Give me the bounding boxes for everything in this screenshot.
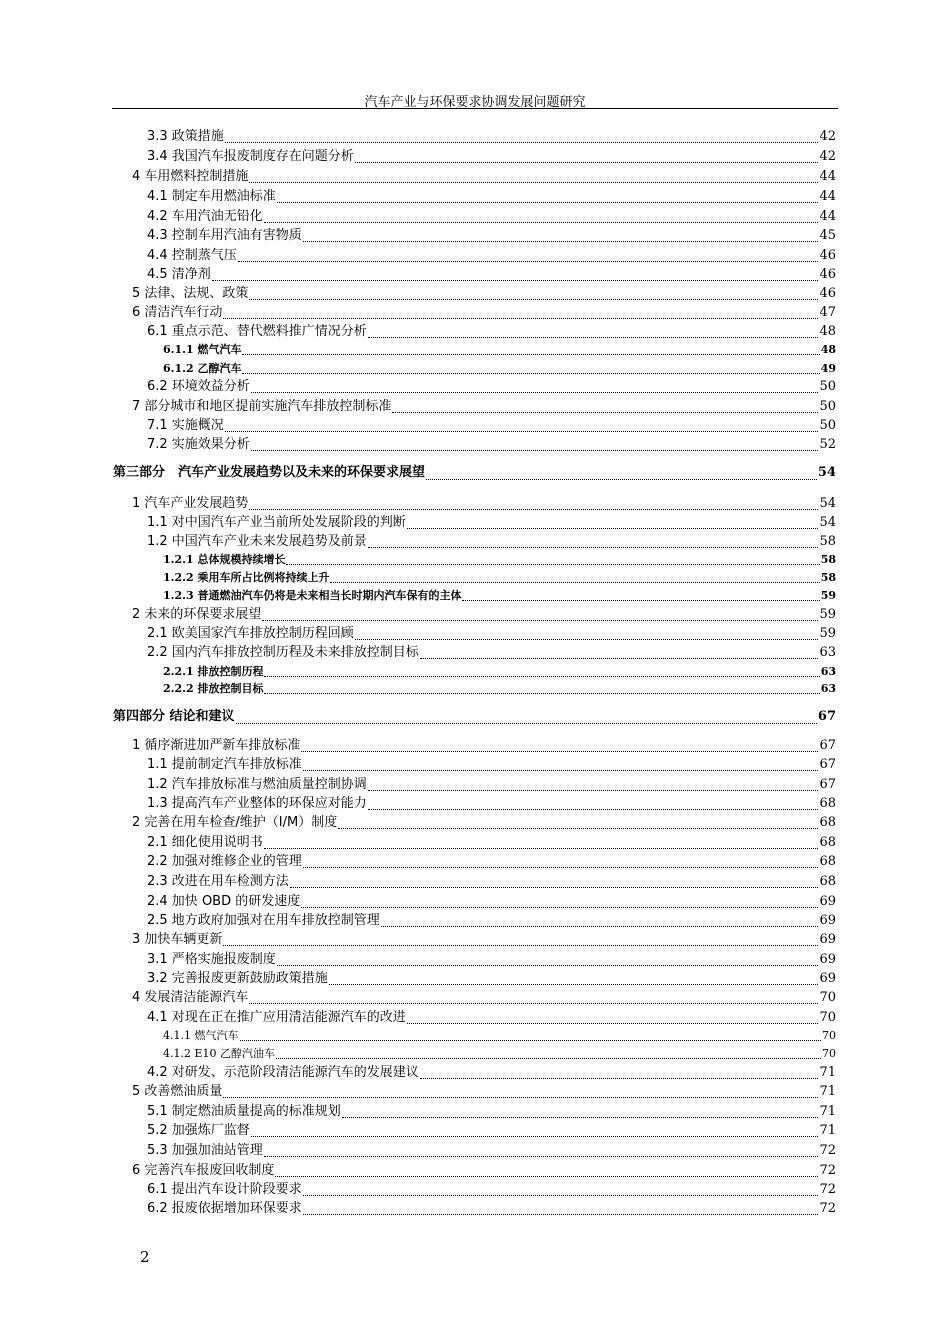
toc-entry-page: 69 (819, 894, 836, 909)
toc-entry[interactable] (147, 853, 836, 871)
toc-entry[interactable] (147, 1142, 836, 1160)
toc-entry-title: 7.2 实施效果分析 (147, 437, 250, 452)
toc-entry-page: 59 (820, 589, 836, 602)
toc-entry-page: 58 (820, 571, 836, 584)
toc-entry-page: 71 (819, 1104, 836, 1119)
toc-entry-title: 5.2 加强炼厂监督 (147, 1123, 250, 1138)
toc-entry-title: 3.1 严格实施报废制度 (147, 952, 276, 967)
toc-entry-page: 54 (819, 496, 836, 511)
toc-entry-page: 45 (819, 228, 836, 243)
toc-entry-page: 72 (819, 1163, 836, 1178)
toc-entry-title: 2 未来的环保要求展望 (132, 607, 262, 622)
toc-entry[interactable] (163, 1046, 836, 1062)
toc-entry[interactable] (163, 570, 836, 586)
toc-entry[interactable] (147, 951, 836, 969)
toc-dot-leader (407, 528, 819, 529)
toc-entry-title: 2.1 细化使用说明书 (147, 835, 263, 850)
toc-entry-page: 63 (820, 682, 836, 695)
toc-entry-title: 1.2 中国汽车产业未来发展趋势及前景 (147, 534, 367, 549)
toc-dot-leader (249, 1003, 818, 1004)
toc-entry-page: 47 (819, 305, 836, 320)
toc-entry-title: 第四部分 结论和建议 (113, 709, 235, 724)
toc-entry-title: 6 清洁汽车行动 (132, 305, 223, 320)
toc-dot-leader (264, 1156, 819, 1157)
toc-entry-title: 1.3 提高汽车产业整体的环保应对能力 (147, 796, 367, 811)
toc-entry-page: 70 (819, 990, 836, 1005)
toc-entry[interactable] (147, 756, 836, 774)
toc-dot-leader (236, 723, 817, 724)
toc-entry-page: 58 (819, 534, 836, 549)
toc-entry-title: 4.4 控制蒸气压 (147, 248, 237, 263)
toc-entry-title: 2.2.1 排放控制历程 (163, 665, 264, 678)
toc-entry-title: 4.1 对现在正在推广应用清洁能源汽车的改进 (147, 1010, 406, 1025)
toc-entry[interactable] (147, 188, 836, 206)
toc-dot-leader (392, 412, 818, 413)
toc-dot-leader (329, 984, 819, 985)
toc-entry-title: 6 完善汽车报废回收制度 (132, 1163, 275, 1178)
toc-entry-title: 2.1 欧美国家汽车排放控制历程回顾 (147, 626, 354, 641)
toc-entry-page: 69 (819, 913, 836, 928)
toc-entry-title: 5.3 加强加油站管理 (147, 1143, 263, 1158)
toc-entry-title: 1.2 汽车排放标准与燃油质量控制协调 (147, 777, 367, 792)
toc-entry-title: 5.1 制定燃油质量提高的标准规划 (147, 1104, 341, 1119)
toc-entry-page: 68 (819, 854, 836, 869)
toc-entry[interactable] (147, 533, 836, 551)
toc-entry-page: 48 (820, 343, 836, 356)
toc-entry[interactable] (147, 873, 836, 891)
toc-entry-page: 50 (819, 399, 836, 414)
toc-dot-leader (249, 299, 818, 300)
toc-entry-title: 4.2 对研发、示范阶段清洁能源汽车的发展建议 (147, 1065, 419, 1080)
toc-entry-title: 6.1.2 乙醇汽车 (163, 362, 242, 375)
toc-dot-leader (303, 1195, 819, 1196)
toc-entry[interactable] (147, 148, 836, 166)
toc-entry[interactable] (147, 893, 836, 911)
toc-dot-leader (225, 431, 819, 432)
page-number: 2 (140, 1248, 150, 1266)
toc-entry-title: 6.1 提出汽车设计阶段要求 (147, 1182, 302, 1197)
toc-dot-leader (462, 600, 819, 601)
toc-entry-title: 1.2.1 总体规模持续增长 (163, 553, 286, 566)
toc-entry[interactable] (147, 1064, 836, 1082)
toc-entry[interactable] (132, 931, 836, 949)
toc-entry-title: 第三部分 汽车产业发展趋势以及未来的环保要求展望 (113, 465, 426, 480)
toc-dot-leader (420, 658, 819, 659)
toc-dot-leader (301, 907, 818, 908)
toc-dot-leader (381, 926, 819, 927)
toc-entry-page: 42 (819, 129, 836, 144)
toc-section-heading[interactable] (113, 463, 836, 483)
toc-dot-leader (251, 1136, 819, 1137)
toc-entry[interactable] (147, 208, 836, 226)
toc-dot-leader (368, 547, 819, 548)
toc-dot-leader (420, 1078, 819, 1079)
toc-dot-leader (303, 1214, 819, 1215)
toc-dot-leader (277, 965, 819, 966)
toc-entry[interactable] (132, 737, 836, 755)
toc-dot-leader (277, 202, 819, 203)
toc-dot-leader (290, 887, 819, 888)
toc-entry-page: 68 (819, 835, 836, 850)
toc-entry-title: 1.2.2 乘用车所占比例将持续上升 (163, 571, 330, 584)
toc-entry-title: 1.1 对中国汽车产业当前所处发展阶段的判断 (147, 515, 406, 530)
toc-entry-title: 1.1 提前制定汽车排放标准 (147, 757, 302, 772)
toc-entry-page: 48 (819, 324, 836, 339)
toc-entry-page: 68 (819, 815, 836, 830)
toc-entry-page: 70 (822, 1047, 836, 1060)
toc-dot-leader (212, 280, 819, 281)
toc-entry[interactable] (147, 1103, 836, 1121)
toc-entry[interactable] (132, 304, 836, 322)
toc-dot-leader (338, 828, 818, 829)
toc-dot-leader (330, 582, 819, 583)
toc-dot-leader (264, 222, 819, 223)
toc-entry-page: 46 (819, 286, 836, 301)
toc-dot-leader (238, 261, 819, 262)
toc-section-heading[interactable] (113, 707, 836, 727)
toc-entry-title: 2.5 地方政府加强对在用车排放控制管理 (147, 913, 380, 928)
toc-entry[interactable] (132, 495, 836, 513)
toc-entry[interactable] (147, 436, 836, 454)
toc-entry[interactable] (132, 606, 836, 624)
toc-dot-leader (276, 1058, 821, 1059)
toc-entry-title: 6.2 报废依据增加环保要求 (147, 1201, 302, 1216)
toc-entry-page: 71 (819, 1123, 836, 1138)
toc-entry-page: 49 (820, 362, 836, 375)
toc-entry[interactable] (147, 227, 836, 245)
toc-dot-leader (275, 1176, 818, 1177)
toc-entry-title: 2.3 改进在用车检测方法 (147, 874, 289, 889)
toc-dot-leader (223, 945, 818, 946)
toc-entry[interactable] (163, 361, 836, 377)
toc-entry-title: 2.4 加快 OBD 的研发速度 (147, 894, 301, 909)
toc-entry-page: 70 (822, 1029, 836, 1042)
toc-entry-title: 1 循序渐进加严新车排放标准 (132, 738, 301, 753)
toc-dot-leader (303, 867, 819, 868)
toc-entry-page: 59 (819, 607, 836, 622)
page-header-title: 汽车产业与环保要求协调发展问题研究 (364, 95, 586, 110)
toc-entry-page: 71 (819, 1084, 836, 1099)
toc-entry-title: 7.1 实施概况 (147, 418, 224, 433)
toc-entry-title: 4.1.2 E10 乙醇汽油车 (163, 1047, 276, 1060)
toc-entry-page: 69 (819, 971, 836, 986)
toc-entry[interactable] (147, 417, 836, 435)
toc-dot-leader (368, 337, 819, 338)
toc-entry[interactable] (132, 1162, 836, 1180)
toc-entry-page: 67 (819, 757, 836, 772)
toc-dot-leader (240, 1040, 822, 1041)
toc-dot-leader (242, 354, 819, 355)
toc-entry-title: 4 发展清洁能源汽车 (132, 990, 249, 1005)
toc-entry-page: 72 (819, 1143, 836, 1158)
toc-entry[interactable] (132, 168, 836, 186)
toc-entry-title: 2.2 加强对维修企业的管理 (147, 854, 302, 869)
toc-entry-page: 50 (819, 379, 836, 394)
toc-entry[interactable] (147, 128, 836, 146)
toc-entry-title: 4.1.1 燃气汽车 (163, 1029, 239, 1042)
toc-entry-title: 5 法律、法规、政策 (132, 286, 249, 301)
toc-entry-page: 63 (820, 665, 836, 678)
toc-entry[interactable] (163, 664, 836, 680)
toc-entry-page: 68 (819, 796, 836, 811)
toc-entry-page: 58 (820, 553, 836, 566)
toc-entry-title: 7 部分城市和地区提前实施汽车排放控制标准 (132, 399, 392, 414)
toc-dot-leader (264, 676, 819, 677)
toc-dot-leader (426, 479, 817, 480)
toc-entry-page: 42 (819, 149, 836, 164)
toc-dot-leader (407, 1023, 819, 1024)
toc-dot-leader (242, 373, 819, 374)
toc-entry-title: 3.3 政策措施 (147, 129, 224, 144)
toc-entry-page: 44 (819, 209, 836, 224)
toc-entry[interactable] (132, 398, 836, 416)
toc-dot-leader (355, 162, 819, 163)
toc-entry-title: 6.1.1 燃气汽车 (163, 343, 242, 356)
toc-entry-page: 63 (819, 645, 836, 660)
toc-entry[interactable] (163, 342, 836, 358)
toc-dot-leader (355, 639, 819, 640)
toc-entry-title: 4.2 车用汽油无铅化 (147, 209, 263, 224)
toc-entry-title: 4.1 制定车用燃油标准 (147, 189, 276, 204)
toc-entry-page: 71 (819, 1065, 836, 1080)
toc-entry-title: 5 改善燃油质量 (132, 1084, 223, 1099)
toc-entry-page: 44 (819, 189, 836, 204)
toc-entry-page: 69 (819, 932, 836, 947)
toc-entry-title: 6.1 重点示范、替代燃料推广情况分析 (147, 324, 367, 339)
toc-entry-title: 2.2.2 排放控制目标 (163, 682, 264, 695)
toc-dot-leader (251, 450, 819, 451)
toc-entry-page: 54 (819, 515, 836, 530)
toc-dot-leader (225, 142, 819, 143)
toc-entry[interactable] (147, 970, 836, 988)
toc-entry[interactable] (147, 266, 836, 284)
toc-dot-leader (262, 620, 818, 621)
toc-dot-leader (342, 1117, 819, 1118)
toc-dot-leader (368, 809, 819, 810)
toc-dot-leader (286, 564, 819, 565)
toc-entry-page: 44 (819, 169, 836, 184)
toc-entry[interactable] (163, 552, 836, 568)
toc-dot-leader (264, 693, 819, 694)
toc-entry[interactable] (147, 1122, 836, 1140)
toc-entry-page: 50 (819, 418, 836, 433)
toc-entry[interactable] (132, 1083, 836, 1101)
toc-entry[interactable] (163, 1028, 836, 1044)
toc-entry-title: 6.2 环境效益分析 (147, 379, 250, 394)
toc-entry-page: 69 (819, 952, 836, 967)
toc-dot-leader (223, 1097, 818, 1098)
toc-entry-page: 52 (819, 437, 836, 452)
toc-entry[interactable] (132, 285, 836, 303)
toc-entry-page: 72 (819, 1182, 836, 1197)
toc-entry-title: 4 车用燃料控制措施 (132, 169, 249, 184)
toc-entry-page: 59 (819, 626, 836, 641)
toc-entry[interactable] (147, 1009, 836, 1027)
toc-entry[interactable] (147, 514, 836, 532)
toc-entry[interactable] (147, 1181, 836, 1199)
toc-entry[interactable] (147, 912, 836, 930)
toc-entry[interactable] (147, 378, 836, 396)
toc-entry[interactable] (147, 834, 836, 852)
toc-entry-page: 68 (819, 874, 836, 889)
toc-entry-page: 46 (819, 248, 836, 263)
toc-dot-leader (303, 241, 819, 242)
toc-entry[interactable] (147, 644, 836, 662)
toc-entry[interactable] (163, 588, 836, 604)
toc-entry-title: 3.4 我国汽车报废制度存在问题分析 (147, 149, 354, 164)
toc-entry[interactable] (147, 247, 836, 265)
toc-entry[interactable] (132, 989, 836, 1007)
toc-entry-title: 4.5 清净剂 (147, 267, 211, 282)
toc-entry-title: 2.2 国内汽车排放控制历程及未来排放控制目标 (147, 645, 419, 660)
toc-entry-page: 54 (817, 465, 836, 480)
toc-entry-page: 67 (817, 709, 836, 724)
toc-entry-title: 1.2.3 普通燃油汽车仍将是未来相当长时期内汽车保有的主体 (163, 589, 462, 602)
toc-entry[interactable] (147, 323, 836, 341)
toc-entry-title: 3 加快车辆更新 (132, 932, 223, 947)
toc-entry[interactable] (147, 625, 836, 643)
toc-entry-page: 70 (819, 1010, 836, 1025)
toc-entry-title: 4.3 控制车用汽油有害物质 (147, 228, 302, 243)
toc-entry[interactable] (147, 776, 836, 794)
toc-dot-leader (368, 790, 819, 791)
toc-entry[interactable] (147, 1200, 836, 1218)
toc-dot-leader (264, 848, 819, 849)
toc-entry-page: 67 (819, 738, 836, 753)
toc-dot-leader (249, 509, 818, 510)
toc-entry-title: 3.2 完善报废更新鼓励政策措施 (147, 971, 328, 986)
toc-entry-title: 2 完善在用车检查/维护（I/M）制度 (132, 815, 338, 830)
toc-entry-page: 67 (819, 777, 836, 792)
toc-entry-page: 46 (819, 267, 836, 282)
toc-entry[interactable] (163, 681, 836, 697)
toc-dot-leader (249, 182, 818, 183)
toc-dot-leader (251, 392, 819, 393)
toc-entry-title: 1 汽车产业发展趋势 (132, 496, 249, 511)
toc-dot-leader (223, 318, 818, 319)
toc-entry-page: 72 (819, 1201, 836, 1216)
toc-entry[interactable] (132, 814, 836, 832)
toc-entry[interactable] (147, 795, 836, 813)
toc-dot-leader (303, 770, 819, 771)
toc-dot-leader (301, 751, 818, 752)
